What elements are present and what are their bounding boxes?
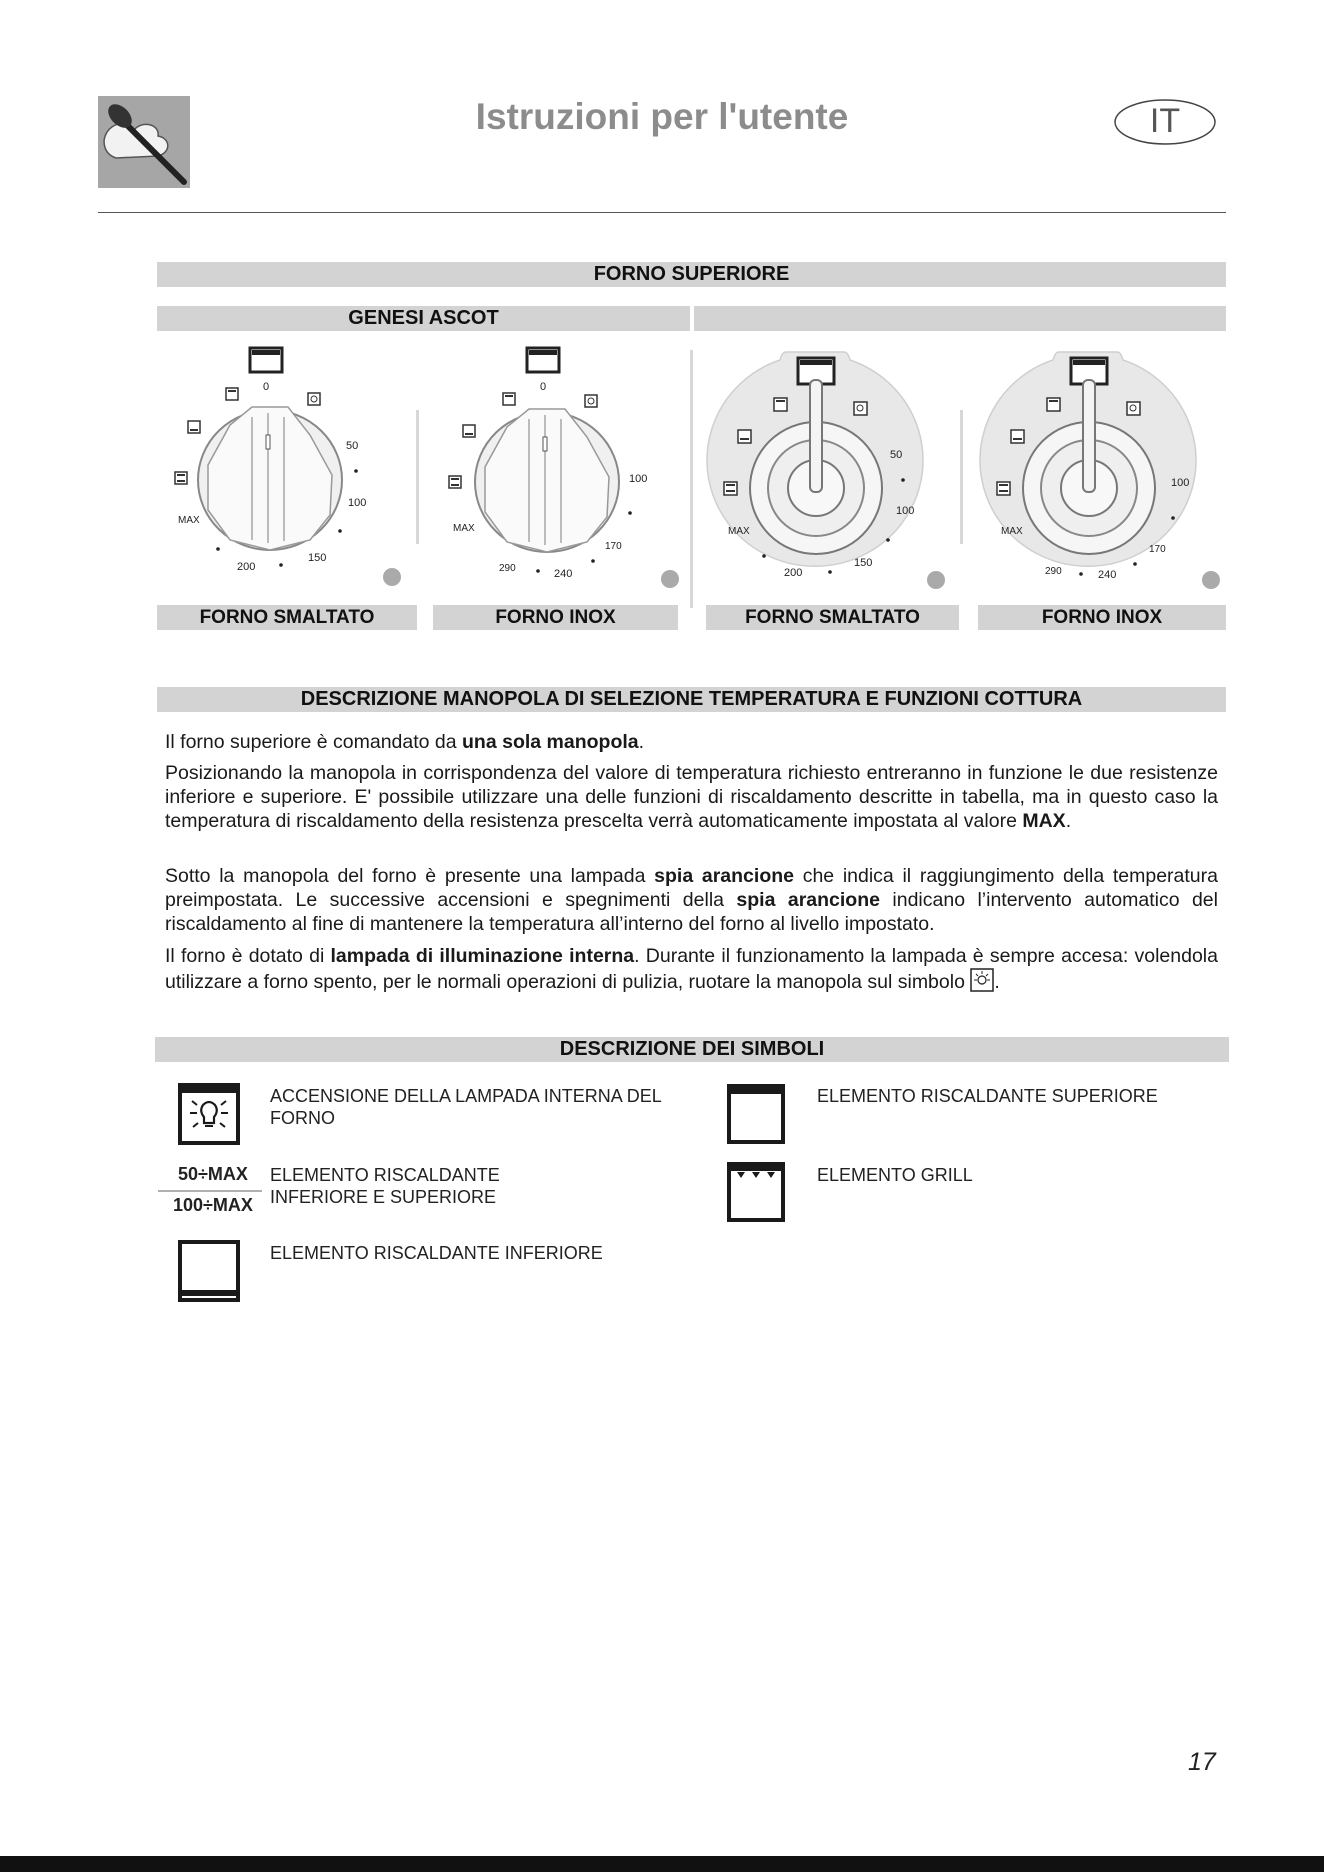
range-divider [158, 1190, 262, 1192]
symbol-label-grill: ELEMENTO GRILL [817, 1165, 973, 1185]
knob-mark-zero: 0 [262, 381, 270, 393]
svg-text:100: 100 [348, 497, 367, 509]
dial-label: FORNO SMALTATO [706, 605, 959, 630]
panel-divider [960, 410, 963, 544]
paragraph-4: Il forno è dotato di lampada di illuminazione interna. Durante il funzionamento la lampada è sempre accesa: volendola utilizzare a forno spento, per le normali operazioni di pulizia, ruotare la manopola sul simbolo . [165, 945, 1218, 993]
svg-text:240: 240 [554, 568, 573, 580]
oven-lamp-icon [178, 1083, 242, 1147]
language-code: IT [1149, 102, 1181, 140]
header-divider [98, 212, 1226, 213]
svg-text:100: 100 [1171, 477, 1190, 489]
page-number: 17 [1188, 1748, 1216, 1776]
svg-text:170: 170 [605, 541, 622, 552]
oven-lamp-icon [970, 968, 994, 992]
dial-label: FORNO INOX [433, 605, 678, 630]
language-badge [1113, 98, 1217, 146]
dial-label: FORNO INOX [978, 605, 1226, 630]
symbol-label-top-bottom-element: ELEMENTO RISCALDANTE INFERIORE E SUPERIORE [270, 1165, 500, 1207]
grill-icon [727, 1162, 787, 1224]
knob-enamel-oven-2 [700, 350, 950, 600]
panel-divider [416, 410, 419, 544]
svg-text:100: 100 [896, 505, 915, 517]
bottom-element-icon [178, 1240, 242, 1304]
svg-text:MAX: MAX [1001, 526, 1023, 537]
svg-text:50: 50 [346, 440, 359, 452]
svg-text:290: 290 [499, 563, 516, 574]
svg-text:170: 170 [1149, 544, 1166, 555]
svg-text:290: 290 [1045, 566, 1062, 577]
svg-text:100: 100 [629, 473, 648, 485]
svg-text:150: 150 [854, 557, 873, 569]
svg-text:150: 150 [308, 552, 327, 564]
knob-inox-oven-2 [973, 350, 1223, 600]
svg-text:200: 200 [237, 561, 256, 573]
svg-text:0: 0 [539, 381, 547, 393]
svg-text:200: 200 [784, 567, 803, 579]
paragraph-2: Posizionando la manopola in corrispondenza del valore di temperatura richiesto entreranno in funzione le due resistenze inferiore e superiore. E' possibile utilizzare una delle funzioni di riscaldamento descritte in tabella, ma in questo caso la temperatura di riscaldamento della resistenza prescelta verrà automaticamente impostata al valore MAX. [165, 762, 1218, 832]
section-knob-description-title: DESCRIZIONE MANOPOLA DI SELEZIONE TEMPERATURA E FUNZIONI COTTURA [157, 687, 1226, 712]
svg-text:MAX: MAX [728, 526, 750, 537]
symbol-label-top-element: ELEMENTO RISCALDANTE SUPERIORE [817, 1086, 1158, 1106]
svg-text:MAX: MAX [453, 523, 475, 534]
svg-text:240: 240 [1098, 569, 1117, 581]
range-50-max: 50÷MAX [178, 1164, 248, 1184]
section-upper-oven-title: FORNO SUPERIORE [157, 262, 1226, 287]
svg-text:50: 50 [890, 449, 903, 461]
subsection-genesi-ascot: GENESI ASCOT [157, 306, 690, 331]
panel-divider [690, 350, 693, 608]
subsection-right-blank [694, 306, 1226, 331]
knob-inox-oven-1 [437, 345, 687, 595]
section-symbols-title: DESCRIZIONE DEI SIMBOLI [155, 1037, 1229, 1062]
knob-enamel-oven-1 [160, 345, 410, 595]
range-100-max: 100÷MAX [173, 1195, 253, 1215]
dial-label: FORNO SMALTATO [157, 605, 417, 630]
symbol-label-lamp: ACCENSIONE DELLA LAMPADA INTERNA DEL FORNO [270, 1086, 662, 1128]
page-title: Istruzioni per l'utente [475, 96, 849, 137]
paragraph-3: Sotto la manopola del forno è presente una lampada spia arancione che indica il raggiungimento della temperatura preimpostata. Le successive accensioni e spegnimenti della spia arancione indicano l’intervento automatico del riscaldamento al fine di mantenere la temperatura all’interno del forno al livello impostato. [165, 865, 1218, 935]
top-element-icon [727, 1084, 787, 1146]
bottom-edge-bar [0, 1856, 1324, 1872]
symbol-label-bottom-element: ELEMENTO RISCALDANTE INFERIORE [270, 1243, 603, 1263]
paragraph-1: Il forno superiore è comandato da una sola manopola. [165, 731, 645, 753]
svg-text:MAX: MAX [178, 515, 200, 526]
